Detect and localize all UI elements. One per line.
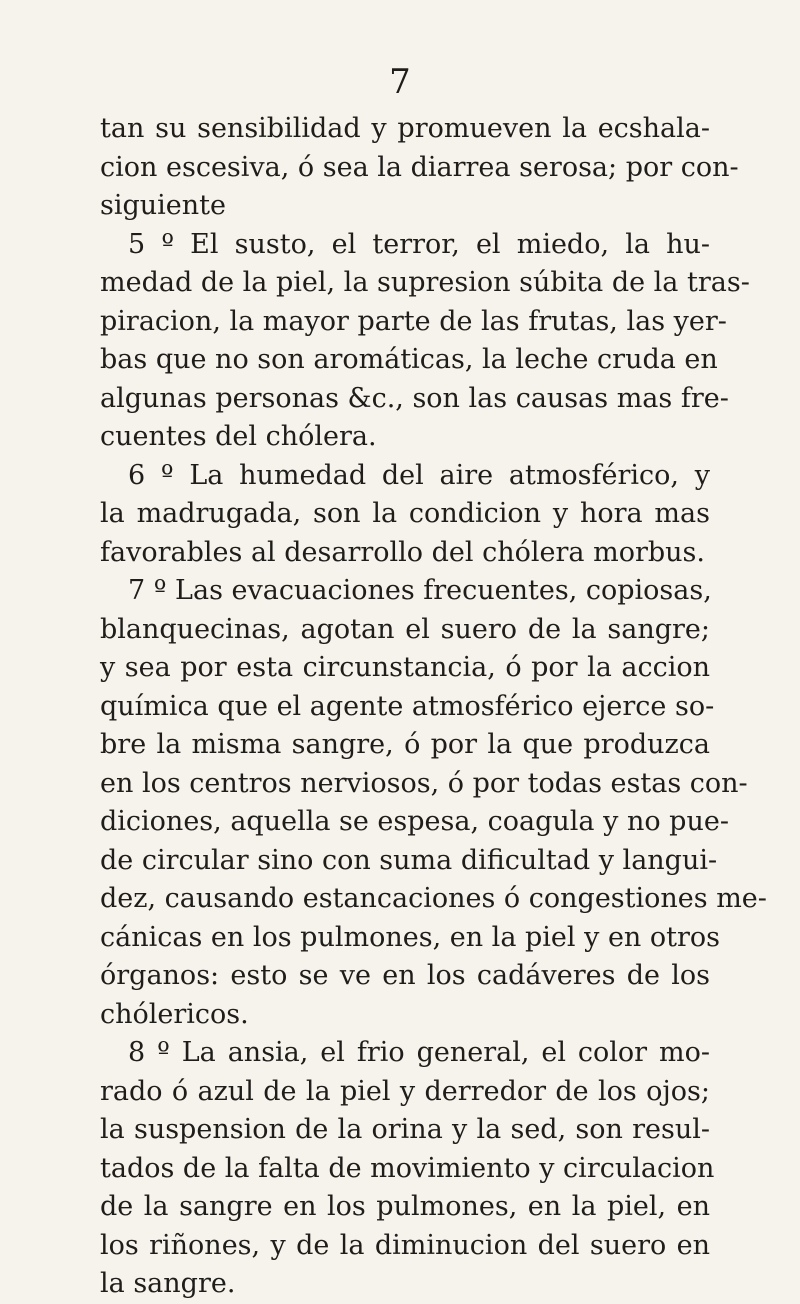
text-line: medad de la piel, la supresion súbita de la tras- (100, 267, 750, 298)
text-line: 6 º La humedad del aire atmosférico, y (128, 459, 710, 491)
text-line: órganos: esto se ve en los cadáveres de los (100, 960, 710, 991)
text-line: 7 º Las evacuaciones frecuentes, copiosas, (128, 575, 712, 606)
text-line: dez, causando estancaciones ó congestiones me- (100, 883, 767, 914)
text-line: bre la misma sangre, ó por la que produzca (100, 729, 710, 760)
text-line: cuentes del chólera. (100, 421, 377, 452)
text-line: cion escesiva, ó sea la diarrea serosa; por con- (100, 151, 739, 183)
text-line: de circular sino con suma dificultad y langui- (100, 844, 718, 876)
text-line: bas que no son aromáticas, la leche cruda en (100, 344, 718, 375)
text-line: diciones, aquella se espesa, coagula y no pue- (100, 806, 729, 837)
text-line: tados de la falta de movimiento y circulacion (100, 1152, 715, 1184)
text-line: piracion, la mayor parte de las frutas, las yer- (100, 305, 727, 337)
text-line: los riñones, y de la diminucion del suero en (100, 1229, 710, 1261)
text-line: de la sangre en los pulmones, en la piel, en (100, 1191, 710, 1222)
page-number: 7 (389, 62, 411, 102)
body-text (100, 110, 767, 1304)
text-line: tan su sensibilidad y promueven la ecshala- (100, 113, 710, 144)
text-line: siguiente (100, 190, 226, 221)
text-line: la suspension de la orina y la sed, son resul- (100, 1114, 710, 1145)
text-line: cánicas en los pulmones, en la piel y en otros (100, 921, 721, 953)
text-line: la madrugada, son la condicion y hora mas (100, 498, 710, 529)
text-line: rado ó azul de la piel y derredor de los ojos; (100, 1075, 710, 1107)
text-line: blanquecinas, agotan el suero de la sangre; (100, 613, 710, 645)
text-line: chólericos. (100, 998, 249, 1030)
text-line: la sangre. (100, 1268, 236, 1299)
text-line: en los centros nerviosos, ó por todas estas con- (100, 767, 748, 799)
text-line: favorables al desarrollo del chólera morbus. (100, 536, 705, 568)
text-line: 5 º El susto, el terror, el miedo, la hu- (128, 228, 710, 260)
text-line: química que el agente atmosférico ejerce so- (100, 690, 715, 722)
text-line: 8 º La ansia, el frio general, el color mo- (128, 1037, 710, 1068)
text-line: algunas personas &c., son las causas mas fre- (100, 382, 729, 414)
text-line: y sea por esta circunstancia, ó por la accion (100, 652, 710, 683)
